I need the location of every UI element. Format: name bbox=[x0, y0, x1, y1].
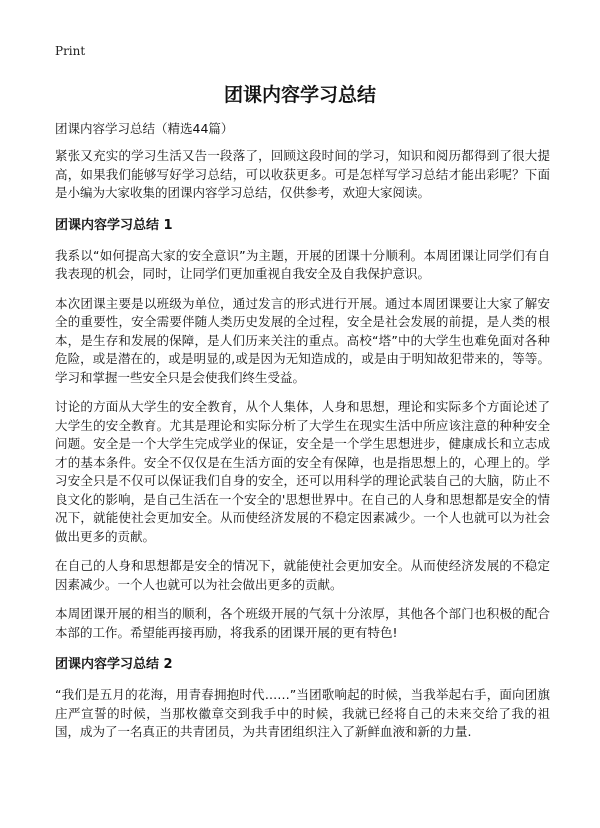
paragraph: 本次团课主要是以班级为单位，通过发言的形式进行开展。通过本周团课要让大家了解安全的重要性，安全需要伴随人类历史发展的全过程，安全是社会发展的前提，是人类的根本，是生存和发展的保障，是人们历来关注的重点。高校“塔”中的大学生也难免面对各种危险，或是潜在的，或是明显的,或是因为无知造成的，或是由于明知故犯带来的，等等。学习和掌握一些安全只是会使我们终生受益。 bbox=[55, 295, 550, 385]
paragraph: 在自己的人身和思想都是安全的情况下，就能使社会更加安全。从而使经济发展的不稳定因素减少。一个人也就可以为社会做出更多的贡献。 bbox=[55, 558, 550, 592]
document-subtitle: 团课内容学习总结（精选44篇） bbox=[55, 121, 234, 136]
section-heading: 团课内容学习总结 1 bbox=[55, 217, 173, 233]
section-heading: 团课内容学习总结 2 bbox=[55, 657, 173, 672]
document-title: 团课内容学习总结 bbox=[223, 84, 376, 106]
paragraph: “我们是五月的花海，用青春拥抱时代……”当团歌响起的时候，当我举起右手，面向团旗庄严宣誓的时候，当那枚徽章交到我手中的时候，我就已经将自己的未来交给了我的祖国，成为了一名真正的共青团员，为共青团组织注入了新鲜血液和新的力量. bbox=[55, 687, 550, 739]
print-link[interactable]: Print bbox=[55, 44, 86, 58]
paragraph: 讨论的方面从大学生的安全教育，从个人集体，人身和思想，理论和实际多个方面论述了大学生的安全教育。尤其是理论和实际分析了大学生在现实生活中所应该注意的种种安全问题。安全是一个大学生完成学业的保证，安全是一个学生思想进步，健康成长和立志成才的基本条件。安全不仅仅是在生活方面的安全有保障，也是指思想上的，心理上的。学习安全只是不仅可以保证我们自身的安全，还可以用科学的理论武装自己的大脑，防止不良文化的影响，是自己生活在一个安全的'思想世界中。在自己的人身和思想都是安全的情况下，就能使社会更加安全。从而使经济发展的不稳定因素减少。一个人也就可以为社会做出更多的贡献。 bbox=[55, 399, 550, 544]
document-body bbox=[55, 121, 550, 753]
paragraph: 我系以“如何提高大家的安全意识”为主题，开展的团课十分顺利。本周团课让同学们有自我表现的机会，同时，让同学们更加重视自我安全及自我保护意识。 bbox=[55, 247, 550, 281]
paragraph: 本周团课开展的相当的顺利，各个班级开展的气氛十分浓厚，其他各个部门也积极的配合本部的工作。希望能再接再励，将我系的团课开展的更有特色! bbox=[55, 606, 550, 640]
intro-paragraph: 紧张又充实的学习生活又告一段落了，回顾这段时间的学习，知识和阅历都得到了很大提高，如果我们能够写好学习总结，可以收获更多。可是怎样写学习总结才能出彩呢？下面是小编为大家收集的团课内容学习总结，仅供参考，欢迎大家阅读。 bbox=[55, 148, 550, 200]
